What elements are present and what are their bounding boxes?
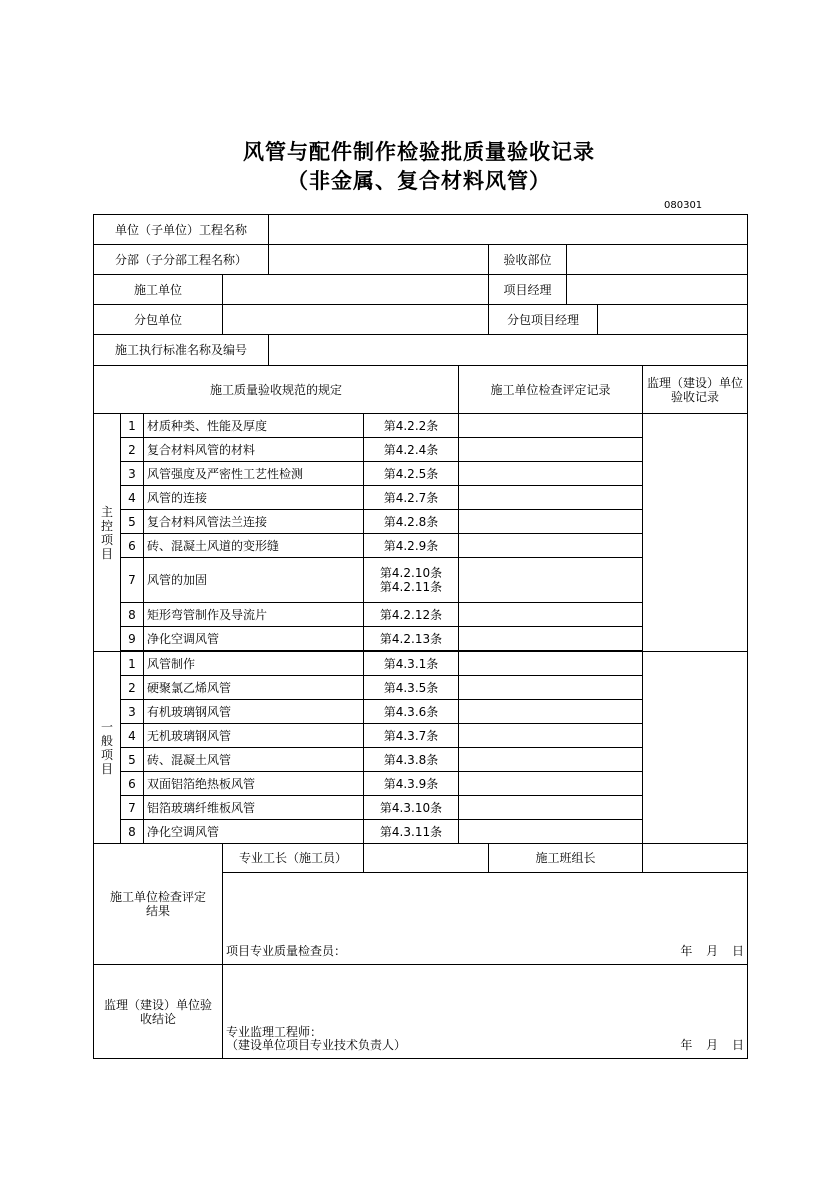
supervision-conclusion-area[interactable] bbox=[223, 965, 748, 1059]
item-no: 4 bbox=[121, 486, 144, 510]
item-no: 3 bbox=[121, 700, 144, 724]
check-record-cell[interactable] bbox=[459, 627, 643, 651]
item-no: 1 bbox=[121, 652, 144, 676]
check-record-cell[interactable] bbox=[459, 772, 643, 796]
item-clause: 第4.2.5条 bbox=[364, 462, 459, 486]
row-column-headers bbox=[94, 366, 748, 414]
item-clause: 第4.2.10条 bbox=[379, 566, 443, 580]
item-name: 双面铝箔绝热板风管 bbox=[144, 772, 364, 796]
subcontractor-label: 分包单位 bbox=[94, 305, 223, 335]
sub-manager-field[interactable] bbox=[598, 305, 748, 335]
item-clause: 第4.3.11条 bbox=[364, 820, 459, 844]
item-clause-double bbox=[364, 558, 459, 603]
check-record-cell[interactable] bbox=[459, 414, 643, 438]
item-no: 7 bbox=[121, 558, 144, 603]
row-division bbox=[94, 245, 748, 275]
item-clause: 第4.2.4条 bbox=[364, 438, 459, 462]
construction-unit-field[interactable] bbox=[223, 275, 489, 305]
check-record-cell[interactable] bbox=[459, 558, 643, 603]
item-no: 4 bbox=[121, 724, 144, 748]
item-name: 材质种类、性能及厚度 bbox=[144, 414, 364, 438]
item-name: 硬聚氯乙烯风管 bbox=[144, 676, 364, 700]
item-clause: 第4.2.7条 bbox=[364, 486, 459, 510]
check-record-cell[interactable] bbox=[459, 510, 643, 534]
supervisor-label: 专业监理工程师： bbox=[226, 1025, 323, 1039]
item-no: 6 bbox=[121, 772, 144, 796]
subcontractor-field[interactable] bbox=[223, 305, 489, 335]
title-line2: （非金属、复合材料风管） bbox=[287, 169, 551, 193]
check-record-cell[interactable] bbox=[459, 603, 643, 627]
division-field[interactable] bbox=[269, 245, 489, 275]
sub-manager-label: 分包项目经理 bbox=[489, 305, 598, 335]
quality-inspector-label: 项目专业质量检查员： bbox=[226, 944, 347, 958]
item-no: 8 bbox=[121, 603, 144, 627]
general-items-group-label: 一般项目 bbox=[94, 652, 121, 844]
row-construction-unit bbox=[94, 275, 748, 305]
project-manager-label: 项目经理 bbox=[489, 275, 567, 305]
check-record-cell[interactable] bbox=[459, 724, 643, 748]
supervisor-signature bbox=[226, 1026, 406, 1052]
date-month: 月 bbox=[706, 1038, 719, 1052]
item-clause-2: 第4.2.11条 bbox=[379, 580, 443, 594]
acceptance-part-field[interactable] bbox=[567, 245, 748, 275]
form-code: 080301 bbox=[664, 200, 703, 211]
item-clause: 第4.3.6条 bbox=[364, 700, 459, 724]
item-name: 风管制作 bbox=[144, 652, 364, 676]
date-day: 日 bbox=[732, 1038, 745, 1052]
project-manager-field[interactable] bbox=[567, 275, 748, 305]
table-row bbox=[94, 414, 748, 438]
item-clause: 第4.3.8条 bbox=[364, 748, 459, 772]
item-clause: 第4.2.13条 bbox=[364, 627, 459, 651]
check-record-cell[interactable] bbox=[459, 820, 643, 844]
item-clause: 第4.3.9条 bbox=[364, 772, 459, 796]
check-record-cell[interactable] bbox=[459, 676, 643, 700]
item-no: 1 bbox=[121, 414, 144, 438]
inspection-date bbox=[670, 944, 744, 958]
team-leader-field[interactable] bbox=[643, 844, 748, 873]
supervision-conclusion-label: 监理（建设）单位验收结论 bbox=[94, 965, 223, 1059]
item-name: 无机玻璃钢风管 bbox=[144, 724, 364, 748]
check-record-cell[interactable] bbox=[459, 748, 643, 772]
project-name-label: 单位（子单位）工程名称 bbox=[94, 215, 269, 245]
item-name: 砖、混凝土风管 bbox=[144, 748, 364, 772]
item-name: 风管强度及严密性工艺性检测 bbox=[144, 462, 364, 486]
acceptance-form-table bbox=[93, 214, 748, 1059]
item-no: 9 bbox=[121, 627, 144, 651]
item-clause: 第4.3.7条 bbox=[364, 724, 459, 748]
supervision-date bbox=[670, 1038, 744, 1052]
supervisor-sub-label: （建设单位项目专业技术负责人） bbox=[226, 1038, 407, 1052]
item-name: 风管的加固 bbox=[144, 558, 364, 603]
item-name: 复合材料风管法兰连接 bbox=[144, 510, 364, 534]
division-label: 分部（子分部工程名称） bbox=[94, 245, 269, 275]
item-no: 5 bbox=[121, 748, 144, 772]
row-project-name bbox=[94, 215, 748, 245]
item-no: 8 bbox=[121, 820, 144, 844]
item-clause: 第4.2.9条 bbox=[364, 534, 459, 558]
item-name: 砖、混凝土风道的变形缝 bbox=[144, 534, 364, 558]
main-items-group-label: 主控项目 bbox=[94, 414, 121, 652]
item-clause: 第4.3.5条 bbox=[364, 676, 459, 700]
item-no: 2 bbox=[121, 438, 144, 462]
row-standard bbox=[94, 335, 748, 366]
table-row bbox=[94, 652, 748, 676]
spec-column-header: 施工质量验收规范的规定 bbox=[94, 366, 459, 414]
item-name: 净化空调风管 bbox=[144, 820, 364, 844]
check-record-cell[interactable] bbox=[459, 652, 643, 676]
project-name-field[interactable] bbox=[269, 215, 748, 245]
item-name: 风管的连接 bbox=[144, 486, 364, 510]
item-name: 铝箔玻璃纤维板风管 bbox=[144, 796, 364, 820]
row-supervision-conclusion bbox=[94, 965, 748, 1059]
item-no: 5 bbox=[121, 510, 144, 534]
date-year: 年 bbox=[680, 944, 693, 958]
item-clause: 第4.2.12条 bbox=[364, 603, 459, 627]
check-record-cell[interactable] bbox=[459, 700, 643, 724]
check-column-header: 施工单位检查评定记录 bbox=[459, 366, 643, 414]
check-record-cell[interactable] bbox=[459, 796, 643, 820]
check-record-cell[interactable] bbox=[459, 534, 643, 558]
team-leader-label: 施工班组长 bbox=[489, 844, 643, 873]
standard-field[interactable] bbox=[269, 335, 748, 366]
check-record-cell[interactable] bbox=[459, 486, 643, 510]
acceptance-part-label: 验收部位 bbox=[489, 245, 567, 275]
general-supervision-cell[interactable] bbox=[643, 652, 748, 844]
item-clause: 第4.2.8条 bbox=[364, 510, 459, 534]
supervision-column-header: 监理（建设）单位验收记录 bbox=[643, 366, 748, 414]
item-no: 2 bbox=[121, 676, 144, 700]
row-subcontractor bbox=[94, 305, 748, 335]
item-name: 矩形弯管制作及导流片 bbox=[144, 603, 364, 627]
item-no: 6 bbox=[121, 534, 144, 558]
foreman-label: 专业工长（施工员） bbox=[223, 844, 364, 873]
item-no: 7 bbox=[121, 796, 144, 820]
row-foreman bbox=[94, 844, 748, 873]
check-record-cell[interactable] bbox=[459, 462, 643, 486]
check-record-cell[interactable] bbox=[459, 438, 643, 462]
foreman-field[interactable] bbox=[364, 844, 489, 873]
item-name: 净化空调风管 bbox=[144, 627, 364, 651]
item-clause: 第4.3.1条 bbox=[364, 652, 459, 676]
item-no: 3 bbox=[121, 462, 144, 486]
date-year: 年 bbox=[680, 1038, 693, 1052]
inspection-result-area[interactable] bbox=[223, 873, 748, 965]
item-clause: 第4.3.10条 bbox=[364, 796, 459, 820]
item-clause: 第4.2.2条 bbox=[364, 414, 459, 438]
item-name: 有机玻璃钢风管 bbox=[144, 700, 364, 724]
title-line1: 风管与配件制作检验批质量验收记录 bbox=[243, 140, 595, 164]
main-supervision-cell[interactable] bbox=[643, 414, 748, 652]
construction-unit-label: 施工单位 bbox=[94, 275, 223, 305]
inspection-result-label: 施工单位检查评定结果 bbox=[94, 844, 223, 965]
standard-label: 施工执行标准名称及编号 bbox=[94, 335, 269, 366]
date-day: 日 bbox=[732, 944, 745, 958]
page-title bbox=[0, 138, 838, 196]
date-month: 月 bbox=[706, 944, 719, 958]
item-name: 复合材料风管的材料 bbox=[144, 438, 364, 462]
